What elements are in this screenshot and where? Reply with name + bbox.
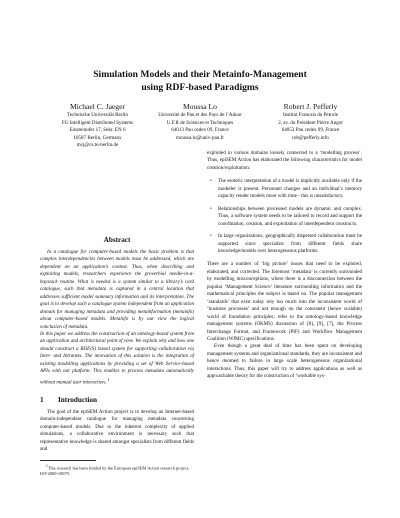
author-2-name: Moussa Lo xyxy=(183,102,217,111)
author-2-city: 64013 Pau cedex 09, France xyxy=(171,127,229,134)
bullet-icon: • xyxy=(210,178,212,185)
paper-title xyxy=(40,68,360,94)
title-line-1: Simulation Models and their Metainfo-Management xyxy=(93,69,307,80)
author-3 xyxy=(258,101,363,142)
author-3-email: rob@pefferly.info xyxy=(292,134,329,141)
author-2-group: U.F.R de Sciences et Techniques xyxy=(166,119,234,126)
author-2 xyxy=(140,101,260,142)
author-3-affiliation: Institut Francais du Petrole xyxy=(282,112,339,118)
abstract-heading: Abstract xyxy=(103,236,131,244)
author-1-city: 10587 Berlin, Germany xyxy=(73,134,122,141)
author-3-city: 64053 Pau cedex 09, France xyxy=(281,127,340,134)
right-intro-paragraph: exploited in various domains loosely connected to a ‘modelling process’. Thus, epiSEM Action has elaborated the following characteristics for model creation/exploitation: xyxy=(207,150,362,171)
title-line-2: using RDF-based Paradigms xyxy=(141,82,259,93)
list-item-text: In large organizations, geographically dispersed collaboration must be supported since specialists from different fields share knowledge/models over heterogeneous platforms. xyxy=(218,233,362,254)
section-1-title: Introduction xyxy=(58,395,98,404)
abstract-paragraph-2-text: In this paper we address the construction of an ontology-based system from an application and architectural point of view. We explain why and how one should construct a RDF(S) based system for supporting collaboration via Inter- and Intranets. The innovation of this solution is the integration of existing modelling applications by providing a set of Web Service-based APIs with our platform. This enables to process metadata automatically without manual user interaction. xyxy=(40,330,194,386)
list-item-text: Relationships between processed models are dynamic and complex. Thus, a software system needs to be tailored to record and support the coordination, creation, and exploitation of interdependent constructs. xyxy=(218,205,362,227)
footnote xyxy=(40,463,194,478)
abstract-paragraph-2 xyxy=(40,331,194,387)
list-item xyxy=(207,233,362,255)
intro-paragraph-1: The goal of the epiSEM Action project is to develop an Internet-based domain-independent catalogue for managing metadata concerning computer-based models. Due to the inherent complexity of applied simulations, a collaborative environment is necessary such that representative knowledge is shared amongst specialists from different fields and xyxy=(40,408,194,453)
author-1-group: FG Intelligent Distributed Systems xyxy=(61,119,134,126)
author-3-street: 2, av. du Président Pierre Angot xyxy=(278,119,343,126)
right-paragraph-2: Even though a great deal of time has been spent on developing management systems and organizational standards, they are inconsistent and hence doomed to failure in large scale heterogeneous organizational interactions. Thus, this paper will try to address applications as well as approachable theory for the construction of ‘workable sys- xyxy=(207,343,362,380)
abstract-body xyxy=(40,249,194,387)
author-1 xyxy=(40,101,155,150)
characteristics-list xyxy=(207,178,362,255)
author-3-name: Robert J. Pefferly xyxy=(283,102,338,111)
right-column xyxy=(207,150,362,381)
bullet-icon: • xyxy=(210,233,212,240)
author-1-email: mcj@cs.tu-berlin.de xyxy=(76,142,119,149)
footnote-text: This research has been funded by the European epiSEM Action research project, IST-2000-10079. xyxy=(40,465,190,477)
abstract-footnote-mark: 1 xyxy=(107,376,110,382)
list-item-text: The esoteric interpretation of a model is implicitly available only if the modeller is present. Personnel changes and an individual’s memory capacity render models moot with time - this is unsatisfactory. xyxy=(218,178,362,200)
bullet-icon: • xyxy=(210,205,212,212)
left-column xyxy=(40,236,194,477)
abstract-paragraph-1: In a catalogue for computer-based models the basic problem is that complex interdependencies between models must be addressed, which are dependent on an application’s context. Thus, when describing and exploiting models, researchers experience the proverbial needle-in-a-haystack routine. What is needed is a system similar to a library’s card catalogue, such that metadata is captured in a central location that addresses sufficient model summary information and its interpretation. The goal is to develop such a catalogue system independent from an application domain for managing metadata and providing metainformation (metainfo) about computer-based models. Metainfo is by our view the logical conclusion of metadata. xyxy=(40,249,194,330)
author-1-name: Michael C. Jaeger xyxy=(69,102,126,111)
section-1-heading xyxy=(40,396,194,404)
footnote-rule xyxy=(40,460,96,461)
list-item xyxy=(207,206,362,228)
list-item xyxy=(207,178,362,200)
section-1-number: 1 xyxy=(40,395,44,404)
author-1-street: Einsteinufer 17, Sekr. EN 6 xyxy=(69,127,126,134)
author-2-affiliation: Université de Pau et des Pays de l’Adour xyxy=(158,112,242,118)
footnote-mark: 1 xyxy=(46,463,48,468)
author-1-affiliation: Technische Universität Berlin xyxy=(67,112,128,118)
right-paragraph-1: There are a number of ‘big picture’ issues that need to be explored, elaborated, and corrected. The foremost ‘metadata’ is currently surrounded by modelling misconceptions, where there is a disconnection between the popular ‘Management Science’ literature surrounding informatics and the mathematical principles the subject is based on. The popular management ‘standards’ that exist today rely too much into the inconsistent world of ‘business processes’ and not enough on the consistent (hence scalable) world of foundation principles; refer to the ontology-based knowledge management systems (OKMS) discussion of [8], [9], [7], the Process Interchange Format, and Framework (PIF) and Workflow Management Coalition (WfMC) specifications. xyxy=(207,261,362,342)
author-2-email: moussa.lo@univ-pau.fr xyxy=(176,134,224,141)
